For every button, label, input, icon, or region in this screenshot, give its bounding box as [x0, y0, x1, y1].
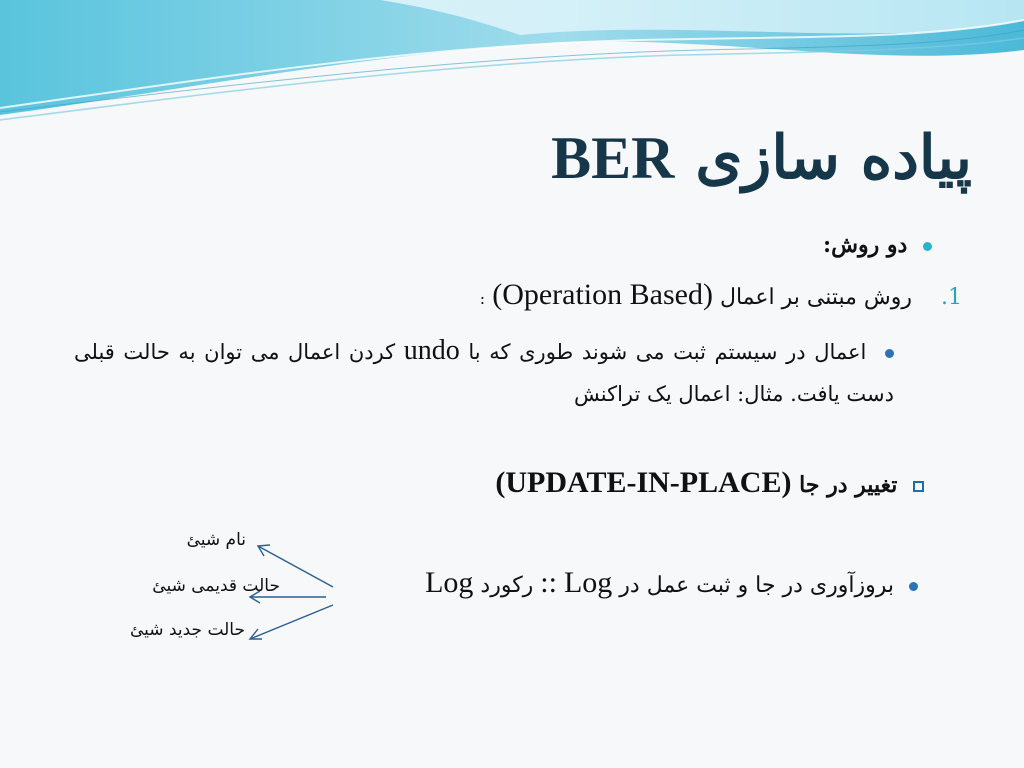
label-new-state: حالت جدید شیئ — [130, 620, 245, 640]
bullet2-log-1: Log — [563, 566, 613, 599]
paragraph-text-part2: کردن اعمال می توان به حالت قبلی دست یافت. مثال: اعمال یک تراکنش — [74, 340, 894, 406]
undo-explanation-paragraph — [74, 330, 894, 415]
bullet2-log-2: Log — [425, 566, 474, 599]
title-rtl-text: پیاده سازی — [695, 123, 972, 193]
arrow-to-new-state — [250, 605, 333, 639]
item-text-latin: (Operation Based) — [492, 278, 713, 311]
arrow-to-object-name — [258, 546, 333, 587]
paragraph-text-part1: اعمال در سیستم ثبت می شوند طوری که با — [468, 340, 867, 364]
arrowhead-icon — [250, 629, 262, 639]
title-latin-text: BER — [551, 125, 675, 191]
section-update-in-place — [495, 466, 924, 502]
bullet-dot-icon — [885, 349, 894, 358]
item-suffix: : — [479, 289, 486, 308]
item-text-rtl: روش مبتنی بر اعمال — [719, 285, 912, 310]
bullet-two-methods — [823, 228, 932, 262]
bullet-update-log — [425, 566, 918, 603]
log-record-arrows — [230, 535, 350, 645]
bullet-dot-icon — [923, 242, 932, 251]
paragraph-undo: undo — [403, 335, 460, 366]
header-wave-decoration — [0, 0, 1024, 130]
bullet2-text-part1: بروزآوری در جا و ثبت عمل در — [619, 573, 894, 598]
bullet2-text-part2: رکورد — [480, 573, 534, 598]
item-number: 1. — [941, 285, 962, 310]
bullet-dot-icon — [909, 582, 918, 591]
label-object-name: نام شیئ — [186, 530, 246, 550]
numbered-item-operation-based — [480, 278, 962, 316]
bullet2-separator: :: — [540, 566, 557, 599]
section2-text-latin: (UPDATE-IN-PLACE) — [495, 466, 792, 499]
label-old-state: حالت قدیمی شیئ — [152, 576, 280, 596]
section2-text-rtl: تغییر در جا — [799, 472, 898, 498]
slide-title — [551, 118, 972, 198]
bullet-two-methods-text: دو روش: — [823, 232, 908, 258]
checkbox-bullet-icon — [913, 481, 924, 492]
